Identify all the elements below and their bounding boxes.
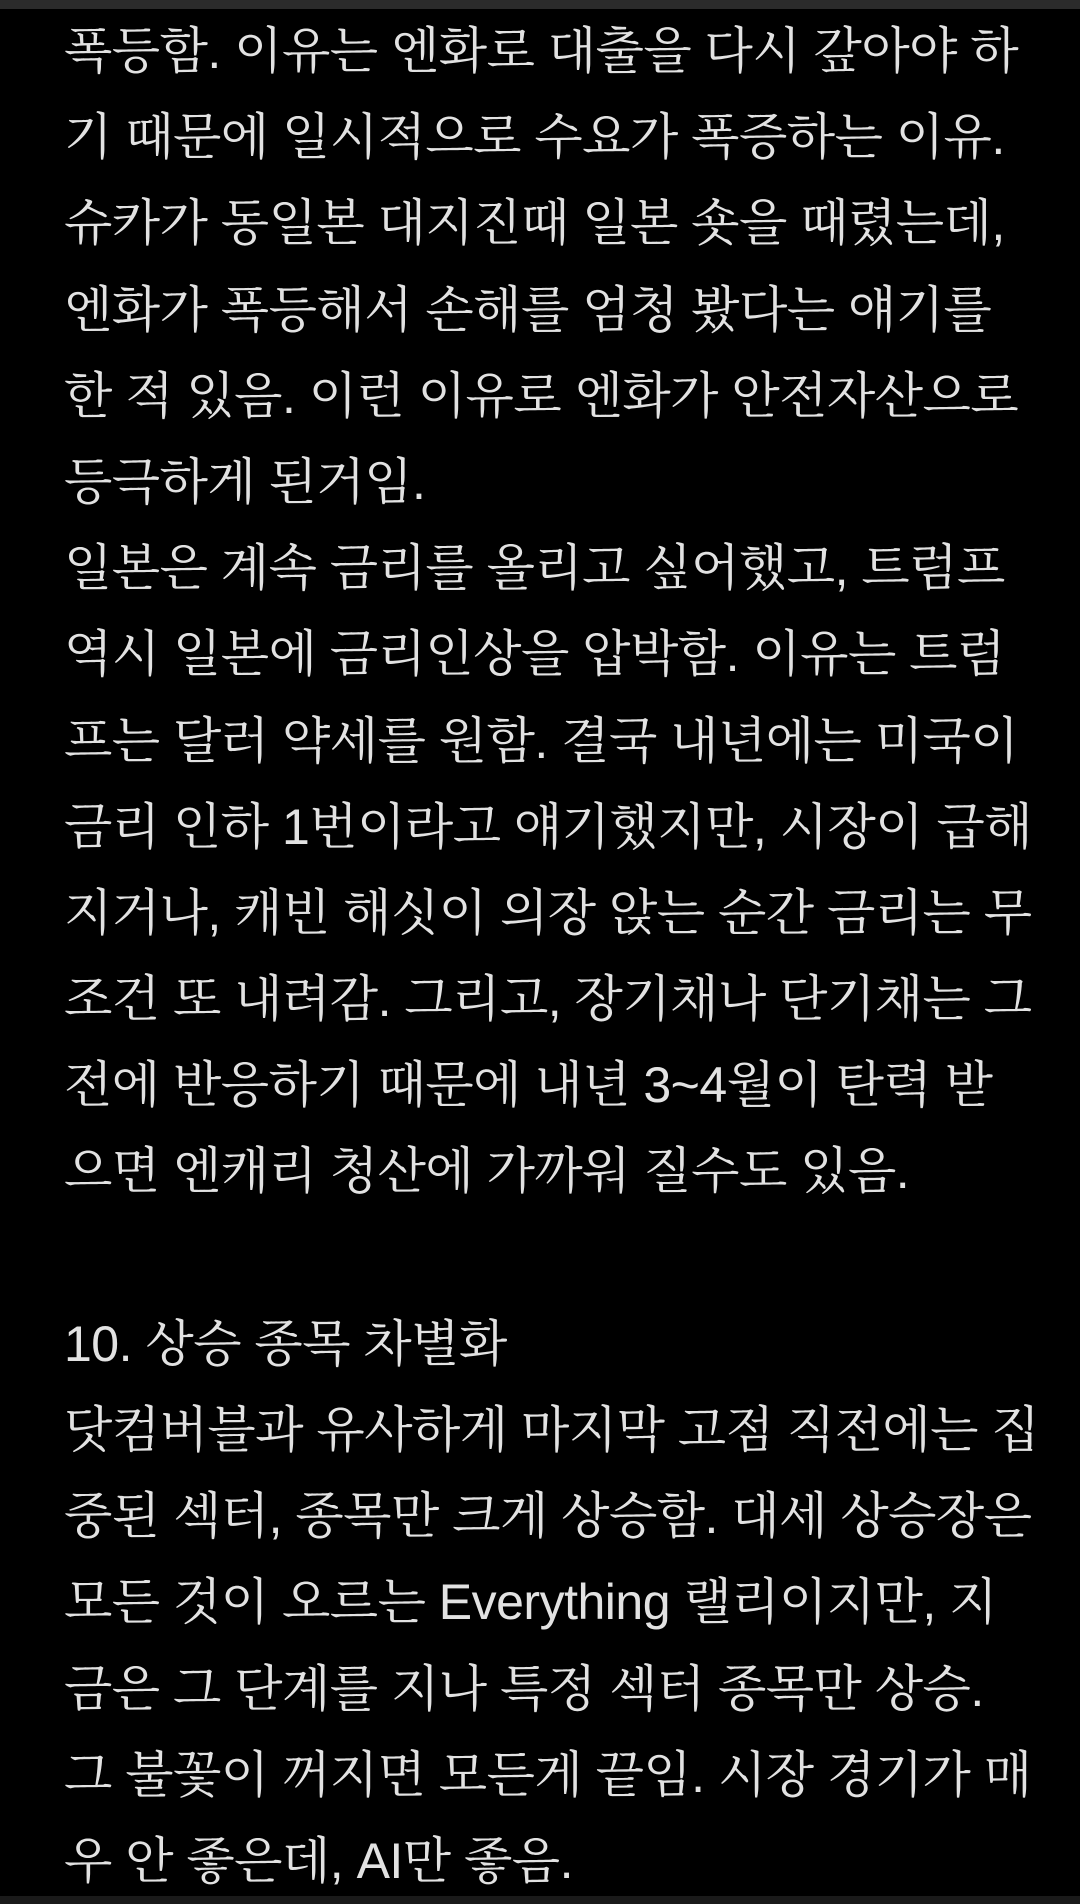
bottom-edge-bar <box>0 1896 1080 1904</box>
text-line: 등극하게 된거임. <box>64 453 426 510</box>
text-line: 금리 인하 1번이라고 얘기했지만, 시장이 급해 <box>64 798 1033 855</box>
text-line: 폭등함. 이유는 엔화로 대출을 다시 갚아야 하 <box>64 23 1019 79</box>
text-content <box>64 8 1044 1904</box>
text-line: 우 안 좋은데, AI만 좋음. <box>64 1832 573 1889</box>
text-line: 금은 그 단계를 지나 특정 섹터 종목만 상승. <box>64 1660 984 1717</box>
text-line: 으면 엔캐리 청산에 가까워 질수도 있음. <box>64 1143 910 1200</box>
text-line: 그 불꽃이 꺼지면 모든게 끝임. 시장 경기가 매 <box>64 1746 1032 1803</box>
text-line: 역시 일본에 금리인상을 압박함. 이유는 트럼 <box>64 626 1005 683</box>
section-heading: 10. 상승 종목 차별화 <box>64 1315 507 1372</box>
text-line: 프는 달러 약세를 원함. 결국 내년에는 미국이 <box>64 712 1019 769</box>
text-line: 슈카가 동일본 대지진때 일본 숏을 때렸는데, <box>64 195 1005 252</box>
blank-line <box>64 1215 1044 1301</box>
text-line: 닷컴버블과 유사하게 마지막 고점 직전에는 집 <box>64 1402 1040 1458</box>
text-line: 한 적 있음. 이런 이유로 엔화가 안전자산으로 <box>64 367 1019 424</box>
text-line: 중된 섹터, 종목만 크게 상승함. 대세 상승장은 <box>64 1488 1032 1545</box>
text-line: 지거나, 캐빈 해싯이 의장 앉는 순간 금리는 무 <box>64 884 1032 941</box>
text-line: 모든 것이 오르는 Everything 랠리이지만, 지 <box>64 1574 997 1631</box>
text-line: 일본은 계속 금리를 올리고 싶어했고, 트럼프 <box>64 540 1005 597</box>
text-line: 기 때문에 일시적으로 수요가 폭증하는 이유. <box>64 109 1005 166</box>
text-line: 조건 또 내려감. 그리고, 장기채나 단기채는 그 <box>64 971 1032 1028</box>
text-line: 전에 반응하기 때문에 내년 3~4월이 탄력 받 <box>64 1057 993 1114</box>
text-line: 엔화가 폭등해서 손해를 엄청 봤다는 얘기를 <box>64 281 992 338</box>
